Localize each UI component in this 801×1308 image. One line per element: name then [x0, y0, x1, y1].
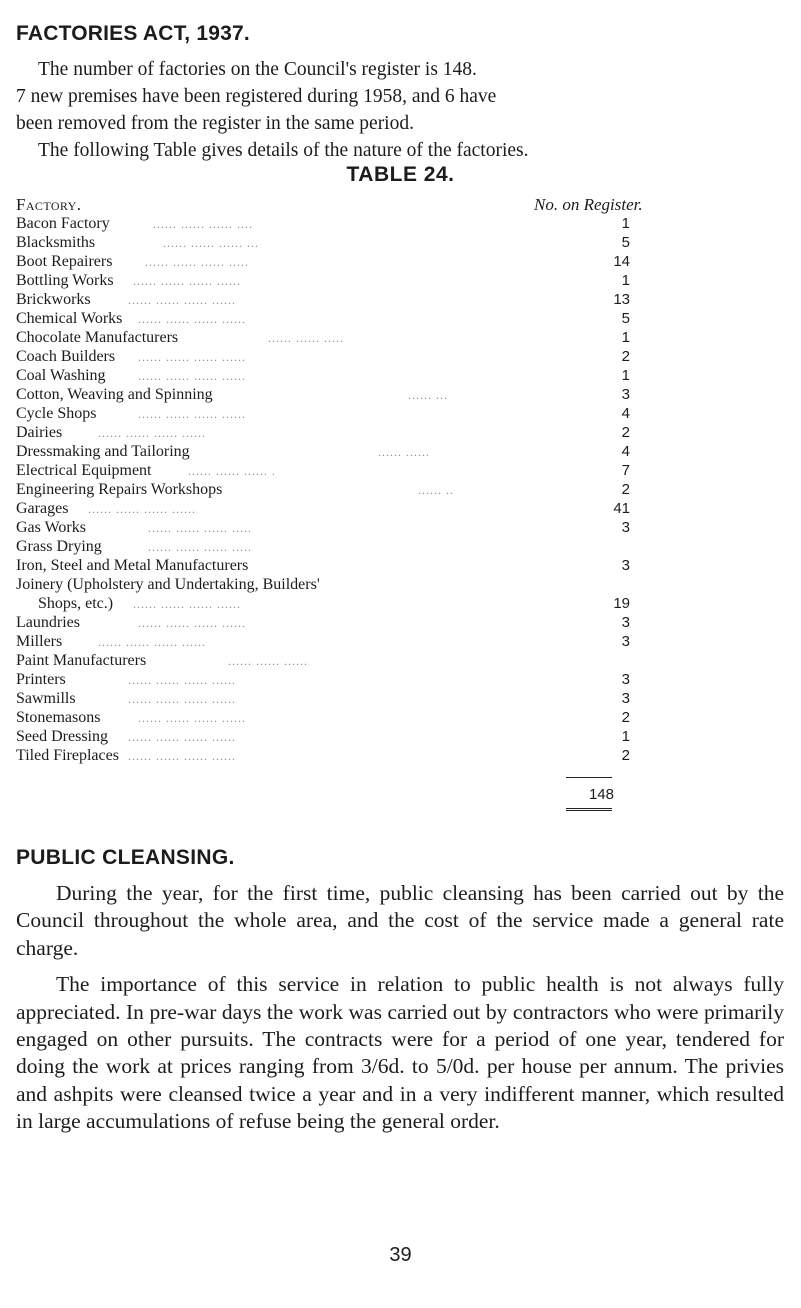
register-count: 2: [621, 348, 630, 365]
register-count: 3: [621, 671, 630, 688]
table-row: [16, 271, 776, 290]
table-row: [16, 708, 776, 727]
register-count: 1: [621, 367, 630, 384]
table-row: [16, 746, 776, 765]
factory-name: Engineering Repairs Workshops: [16, 481, 223, 498]
column-header-factory: Factory.: [16, 195, 82, 214]
column-header-register: No. on Register.: [534, 195, 643, 214]
total-rule: [566, 777, 612, 778]
table-row: [16, 613, 776, 632]
dot-leader: ...... ...... ...... ......: [128, 730, 236, 744]
paragraph: The importance of this service in relation to public health is not always fully appreciated. In pre-war days the work was carried out by contractors who were primarily engaged on other pursuits. The contracts were for a period of one year, tendered for doing the work at prices ranging from 3/6d. to 5/0d. per house per annum. The privies and ashpits were cleansed twice a year and in a very indifferent manner, which resulted in large accumulations of refuse being the general order.: [16, 972, 784, 1134]
table-row: [16, 328, 776, 347]
register-count: 2: [621, 747, 630, 764]
dot-leader: ...... ...... ...... .....: [148, 521, 252, 535]
factory-name: Cycle Shops: [16, 405, 97, 422]
dot-leader: ...... ...... ...... ......: [138, 350, 246, 364]
table-row: [16, 290, 776, 309]
dot-leader: ...... ...... ...... ......: [128, 673, 236, 687]
intro-line-1: The number of factories on the Council's register is 148.: [38, 59, 477, 80]
factory-name: Paint Manufacturers: [16, 652, 147, 669]
factory-name: Printers: [16, 671, 66, 688]
dot-leader: ...... ...... ...... ......: [133, 274, 241, 288]
table-title: TABLE 24.: [346, 163, 455, 186]
factory-name: Millers: [16, 633, 63, 650]
register-count: 3: [621, 386, 630, 403]
register-count: 1: [621, 329, 630, 346]
register-count: 3: [621, 519, 630, 536]
table-row: [16, 651, 776, 670]
register-count: 14: [613, 253, 630, 270]
factory-name: Laundries: [16, 614, 80, 631]
factory-name: Joinery (Upholstery and Undertaking, Builders': [16, 576, 320, 593]
dot-leader: ...... ...... .....: [268, 331, 344, 345]
table-row: [16, 689, 776, 708]
register-count: 2: [621, 481, 630, 498]
factory-name: Bacon Factory: [16, 215, 110, 232]
dot-leader: ...... ...... ...... ......: [138, 407, 246, 421]
table-row: [16, 537, 776, 556]
factory-name: Tiled Fireplaces: [16, 747, 119, 764]
table-row: [16, 575, 776, 594]
factory-name: Dairies: [16, 424, 63, 441]
dot-leader: ...... ...: [408, 388, 448, 402]
dot-leader: ...... ...... ...... ....: [153, 217, 253, 231]
register-count: 19: [613, 595, 630, 612]
table-row: [16, 499, 776, 518]
dot-leader: ...... ...... ...... ......: [98, 426, 206, 440]
register-count: 41: [613, 500, 630, 517]
dot-leader: ...... ...... ...... .: [188, 464, 276, 478]
table-row: [16, 423, 776, 442]
dot-leader: ...... ...... ...... .....: [148, 540, 252, 554]
table-row: [16, 518, 776, 537]
factory-name: Seed Dressing: [16, 728, 108, 745]
factory-name: Dressmaking and Tailoring: [16, 443, 190, 460]
table-row: [16, 461, 776, 480]
dot-leader: ...... ...... ...... ......: [128, 749, 236, 763]
register-count: 5: [621, 234, 630, 251]
table-row: [16, 309, 776, 328]
table-row: [16, 727, 776, 746]
table-row: [16, 233, 776, 252]
table-row: [16, 366, 776, 385]
total-double-rule: [566, 808, 612, 812]
intro-line-4: The following Table gives details of the nature of the factories.: [38, 140, 529, 161]
table-row: [16, 347, 776, 366]
register-count: 3: [621, 690, 630, 707]
dot-leader: ...... ...... ...... ......: [88, 502, 196, 516]
dot-leader: ...... ...... ...... ......: [138, 616, 246, 630]
table-row: [16, 385, 776, 404]
table-row: [16, 404, 776, 423]
factory-name: Brickworks: [16, 291, 91, 308]
factory-name: Gas Works: [16, 519, 86, 536]
public-cleansing-heading: PUBLIC CLEANSING.: [16, 846, 235, 869]
dot-leader: ...... ...... ......: [228, 654, 308, 668]
dot-leader: ...... ...... ...... ...: [163, 236, 259, 250]
factory-name: Coal Washing: [16, 367, 106, 384]
table-row: [16, 594, 776, 613]
factory-name: Iron, Steel and Metal Manufacturers: [16, 557, 249, 574]
register-count: 1: [621, 728, 630, 745]
table-row: [16, 632, 776, 651]
factory-name: Coach Builders: [16, 348, 116, 365]
factory-name: Chemical Works: [16, 310, 123, 327]
table-row: [16, 556, 776, 575]
register-count: 1: [621, 272, 630, 289]
dot-leader: ...... ..: [418, 483, 454, 497]
dot-leader: ...... ...... ...... ......: [133, 597, 241, 611]
intro-line-2: 7 new premises have been registered during 1958, and 6 have: [16, 86, 497, 107]
dot-leader: ...... ...... ...... ......: [138, 369, 246, 383]
register-count: 3: [621, 614, 630, 631]
factory-table: [16, 214, 776, 765]
dot-leader: ...... ......: [378, 445, 430, 459]
register-count: 4: [621, 443, 630, 460]
factories-act-heading: FACTORIES ACT, 1937.: [16, 22, 250, 45]
factory-name: Bottling Works: [16, 272, 114, 289]
register-count: 2: [621, 424, 630, 441]
factory-name: Grass Drying: [16, 538, 102, 555]
register-count: 3: [621, 633, 630, 650]
dot-leader: ...... ...... ...... ......: [138, 312, 246, 326]
factory-name: Stonemasons: [16, 709, 101, 726]
table-total: 148: [588, 786, 614, 803]
register-count: 2: [621, 709, 630, 726]
dot-leader: ...... ...... ...... ......: [138, 711, 246, 725]
register-count: 5: [621, 310, 630, 327]
table-row: [16, 670, 776, 689]
intro-line-3: been removed from the register in the same period.: [16, 113, 414, 134]
factory-name: Blacksmiths: [16, 234, 96, 251]
register-count: 13: [613, 291, 630, 308]
dot-leader: ...... ...... ...... ......: [128, 692, 236, 706]
factory-name: Chocolate Manufacturers: [16, 329, 179, 346]
table-row: [16, 252, 776, 271]
table-row: [16, 480, 776, 499]
register-count: 4: [621, 405, 630, 422]
dot-leader: ...... ...... ...... ......: [98, 635, 206, 649]
register-count: 7: [621, 462, 630, 479]
factory-name: Garages: [16, 500, 69, 517]
intro-text: [16, 56, 776, 164]
page-number: 39: [389, 1244, 412, 1266]
paragraph: During the year, for the first time, public cleansing has been carried out by the Council throughout the whole area, and the cost of the service made a general rate charge.: [16, 881, 784, 960]
factory-name: Cotton, Weaving and Spinning: [16, 386, 213, 403]
dot-leader: ...... ...... ...... ......: [128, 293, 236, 307]
table-row: [16, 214, 776, 233]
factory-name: Electrical Equipment: [16, 462, 152, 479]
register-count: 3: [621, 557, 630, 574]
register-count: 1: [621, 215, 630, 232]
dot-leader: ...... ...... ...... .....: [145, 255, 249, 269]
factory-name: Shops, etc.): [38, 595, 114, 612]
factory-name: Boot Repairers: [16, 253, 113, 270]
table-row: [16, 442, 776, 461]
public-cleansing-body: [16, 880, 784, 1145]
factory-name: Sawmills: [16, 690, 76, 707]
